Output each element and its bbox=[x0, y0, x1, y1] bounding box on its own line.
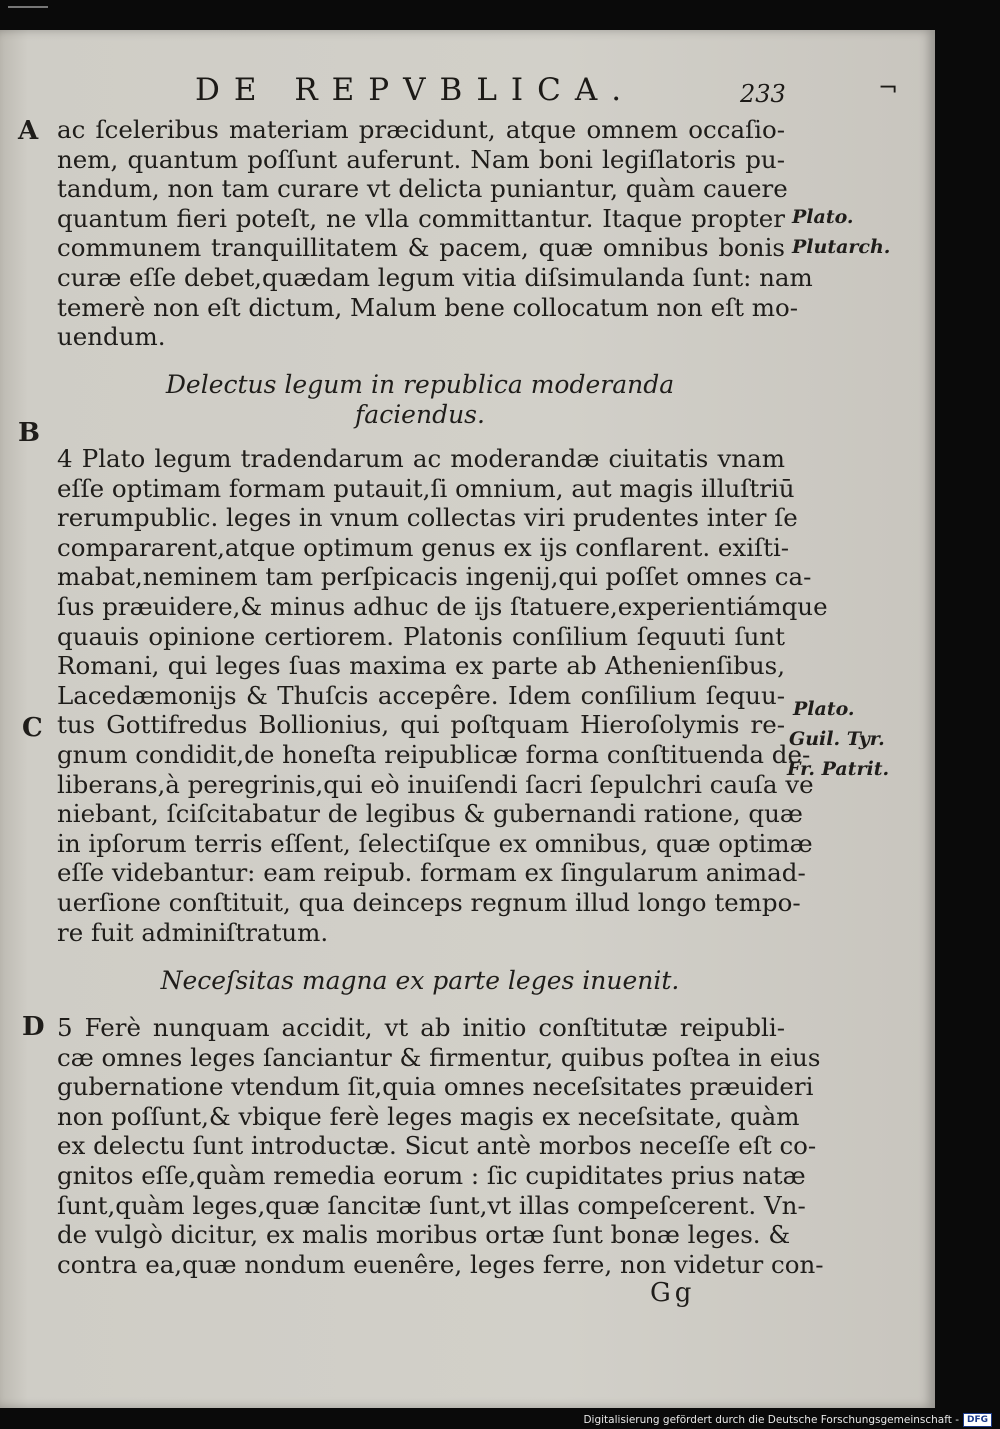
text-line: ſus præuidere,& minus adhuc de ijs ſtatuere,experientiámque bbox=[57, 591, 828, 621]
signature-mark: Gg bbox=[650, 1278, 696, 1308]
text-line: tandum, non tam curare vt delicta puniantur, quàm cauere bbox=[57, 174, 788, 204]
section-heading-1 bbox=[60, 370, 780, 430]
section-letter-d: D bbox=[22, 1012, 45, 1042]
text-line: temerè non eſt dictum, Malum bene collocatum non eſt mo- bbox=[57, 292, 799, 322]
text-line: re fuit adminiſtratum. bbox=[57, 917, 329, 947]
text-line: eſſe videbantur: eam reipub. formam ex ſingularum animad- bbox=[57, 858, 806, 888]
text-line: Romani, qui leges ſuas maxima ex parte ab Athenienſibus, bbox=[57, 651, 785, 681]
text-line: cæ omnes leges ſanciantur & firmentur, quibus poſtea in eius bbox=[57, 1042, 821, 1072]
text-line: ex delectu ſunt introductæ. Sicut antè morbos neceſſe eſt co- bbox=[57, 1131, 817, 1161]
text-line: gnum condidit,de honeſta reipublicæ forma conſtituenda de- bbox=[57, 739, 811, 769]
text-line: nem, quantum poſſunt auferunt. Nam boni legiſlatoris pu- bbox=[57, 144, 785, 174]
footer-credit bbox=[583, 1411, 992, 1429]
section-letter-c: C bbox=[22, 713, 43, 743]
text-line: rerumpublic. leges in vnum collectas viri prudentes inter ſe bbox=[57, 503, 798, 533]
page-number: 233 bbox=[740, 80, 786, 108]
text-line: quauis opinione certiorem. Platonis conſilium ſequuti ſunt bbox=[57, 621, 785, 651]
section-heading-2 bbox=[60, 966, 780, 996]
text-line: mabat,neminem tam perſpicacis ingenij,qui poſſet omnes ca- bbox=[57, 562, 812, 592]
side-note-fr-patrit: Fr. Patrit. bbox=[787, 758, 890, 780]
corner-mark: ¬ bbox=[878, 74, 899, 102]
text-line: uendum. bbox=[57, 322, 166, 352]
text-line: ſunt,quàm leges,quæ ſancitæ ſunt,vt illas compeſcerent. Vn- bbox=[57, 1190, 806, 1220]
dfg-logo: DFG bbox=[963, 1413, 992, 1427]
text-line: in ipſorum terris eſſent, ſelectiſque ex omnibus, quæ optimæ bbox=[57, 828, 813, 858]
text-line: de vulgò dicitur, ex malis moribus ortæ ſunt bonæ leges. & bbox=[57, 1220, 791, 1250]
text-line: non poſſunt,& vbique ferè leges magis ex neceſsitate, quàm bbox=[57, 1101, 800, 1131]
side-note-plato: Plato. bbox=[792, 206, 854, 228]
text-line: gnitos eſſe,quàm remedia eorum : ſic cupiditates prius natæ bbox=[57, 1160, 806, 1190]
heading-line: Delectus legum in republica moderanda bbox=[165, 370, 675, 399]
text-line: 5 Ferè nunquam accidit, vt ab initio conſtitutæ reipubli- bbox=[57, 1013, 785, 1042]
section-letter-b: B bbox=[18, 418, 40, 448]
text-line: communem tranquillitatem & pacem, quæ omnibus bonis bbox=[57, 233, 785, 263]
text-line: niebant, ſciſcitabatur de legibus & gubernandi ratione, quæ bbox=[57, 799, 803, 829]
heading-line: Neceſsitas magna ex parte leges inuenit. bbox=[160, 966, 680, 995]
section-letter-a: A bbox=[18, 116, 39, 146]
top-border bbox=[0, 0, 1000, 30]
heading-line: faciendus. bbox=[355, 400, 485, 429]
paragraph-1 bbox=[57, 115, 813, 352]
running-head: DE REPVBLICA. bbox=[195, 72, 636, 108]
text-line: uerſione conſtituit, qua deinceps regnum illud longo tempo- bbox=[57, 887, 801, 917]
side-note-plutarch: Plutarch. bbox=[792, 236, 891, 258]
text-line: compararent,atque optimum genus ex ijs conflarent. exiſti- bbox=[57, 532, 790, 562]
text-line: tus Gottifredus Bollionius, qui poſtquam Hieroſolymis re- bbox=[57, 710, 785, 740]
text-line: liberans,à peregrinis,qui eò inuiſendi ſacri ſepulchri cauſa ve bbox=[57, 769, 814, 799]
footer-text: Digitalisierung gefördert durch die Deutsche Forschungsgemeinschaft - bbox=[583, 1414, 959, 1426]
text-line: gubernatione vtendum ſit,quia omnes neceſsitates præuideri bbox=[57, 1072, 814, 1102]
paragraph-3 bbox=[57, 1013, 824, 1279]
side-note-guil-tyr: Guil. Tyr. bbox=[789, 728, 885, 750]
text-line: quantum fieri poteſt, ne vlla committantur. Itaque propter bbox=[57, 203, 785, 233]
text-line: curæ eſſe debet,quædam legum vitia diſsimulanda ſunt: nam bbox=[57, 262, 813, 292]
paragraph-2 bbox=[57, 444, 828, 947]
text-line: 4 Plato legum tradendarum ac moderandæ ciuitatis vnam bbox=[57, 444, 785, 473]
text-line: eſſe optimam formam putauit,ſi omnium, aut magis illuſtriū bbox=[57, 473, 795, 503]
text-line: contra ea,quæ nondum euenêre, leges ferre, non videtur con- bbox=[57, 1249, 824, 1279]
side-note-plato: Plato. bbox=[793, 698, 855, 720]
text-line: ac ſceleribus materiam præcidunt, atque omnem occaſio- bbox=[57, 115, 785, 144]
scan-tick-mark bbox=[8, 6, 48, 8]
text-line: Lacedæmonijs & Thuſcis accepêre. Idem conſilium ſequu- bbox=[57, 680, 785, 710]
